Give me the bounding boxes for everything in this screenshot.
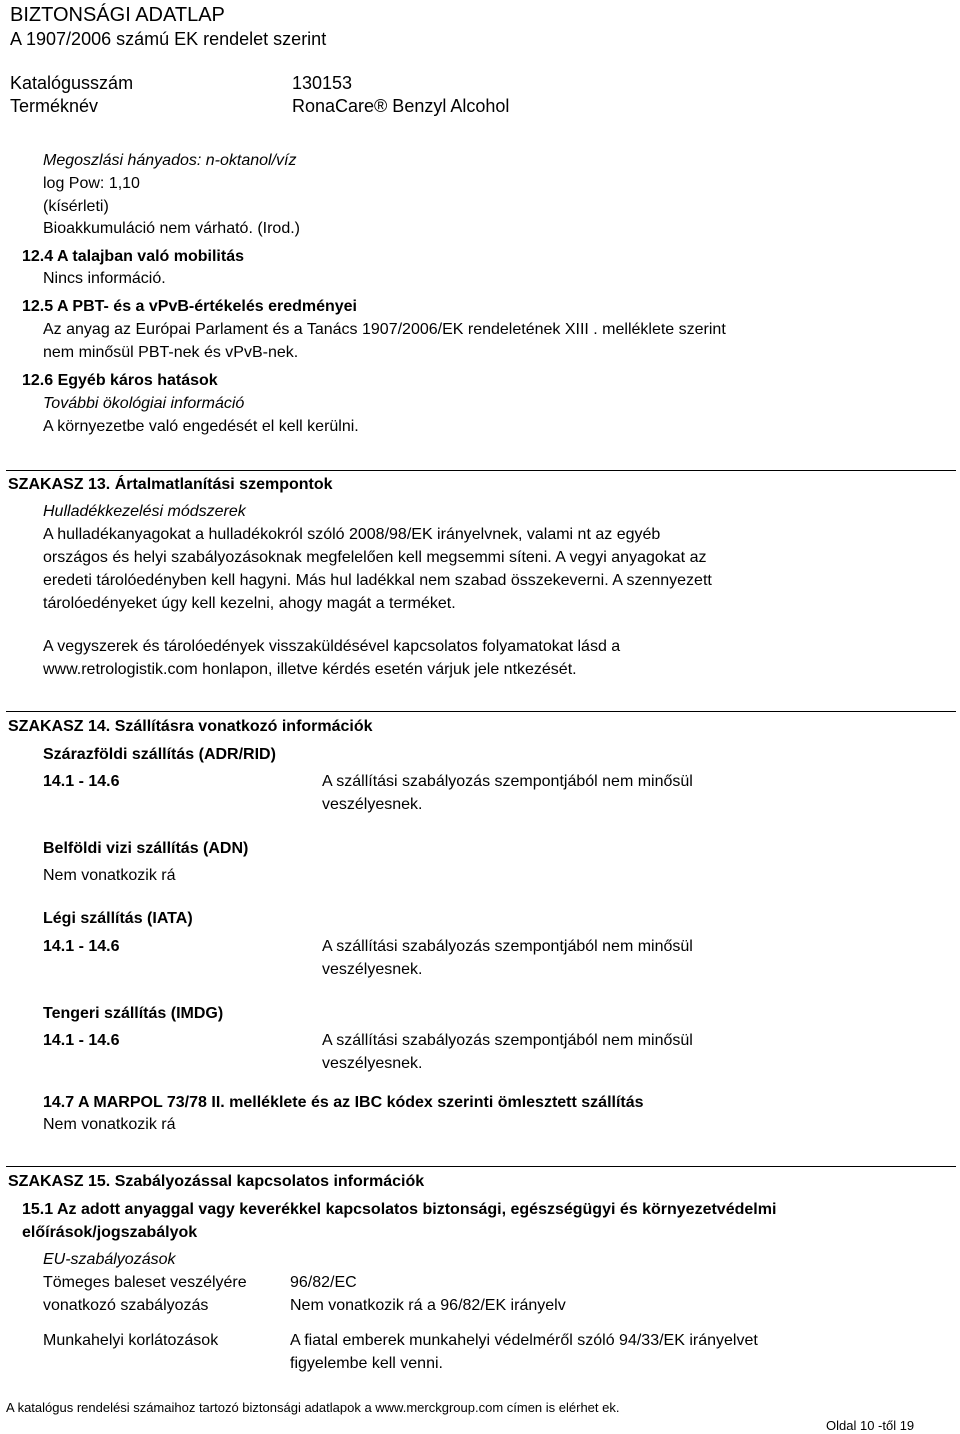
air-range-label: 14.1 - 14.6	[43, 938, 120, 955]
major-accident-label-line-1: Tömeges baleset veszélyére	[43, 1274, 247, 1291]
section-14-heading: SZAKASZ 14. Szállításra vonatkozó információk	[8, 718, 373, 735]
return-text-line-1: A vegyszerek és tárolóedények visszaküldésével kapcsolatos folyamatokat lásd a	[43, 638, 621, 655]
catalog-value: 130153	[292, 73, 353, 93]
occupational-restrictions-value-line-1: A fiatal emberek munkahelyi védelméről szóló 94/33/EK irányelvet	[290, 1332, 758, 1349]
waste-methods-subheading: Hulladékkezelési módszerek	[43, 503, 246, 520]
return-text-line-2: www.retrologistik.com honlapon, illetve kérdés esetén várjuk jele ntkezését.	[43, 661, 577, 678]
major-accident-value-line-1: 96/82/EC	[290, 1274, 357, 1291]
inland-transport-heading: Belföldi vizi szállítás (ADN)	[43, 840, 249, 857]
waste-text-line-3: eredeti tárolóedényben kell hagyni. Más hul ladékkal nem szabad összekeverni. A szennyezett	[43, 572, 712, 589]
product-label: Terméknév	[10, 96, 99, 116]
major-accident-label-line-2: vonatkozó szabályozás	[43, 1297, 209, 1314]
product-value: RonaCare® Benzyl Alcohol	[292, 96, 510, 116]
document-title: BIZTONSÁGI ADATLAP	[10, 4, 225, 26]
road-transport-heading: Szárazföldi szállítás (ADR/RID)	[43, 746, 276, 763]
section-15-heading: SZAKASZ 15. Szabályozással kapcsolatos információk	[8, 1173, 425, 1190]
log-pow-value: log Pow: 1,10	[43, 175, 140, 192]
catalog-label: Katalógusszám	[10, 73, 134, 93]
section-12-4-heading: 12.4 A talajban való mobilitás	[22, 248, 244, 265]
experimental-note: (kísérleti)	[43, 198, 109, 215]
sea-range-label: 14.1 - 14.6	[43, 1032, 120, 1049]
section-12-6-heading: 12.6 Egyéb káros hatások	[22, 372, 218, 389]
section-12-4-text: Nincs információ.	[43, 270, 166, 287]
road-range-label: 14.1 - 14.6	[43, 773, 120, 790]
section-12-5-text-line-1: Az anyag az Európai Parlament és a Tanács 1907/2006/EK rendeletének XIII . melléklete szerint	[43, 321, 726, 338]
sea-transport-heading: Tengeri szállítás (IMDG)	[43, 1005, 224, 1022]
road-classification-line-2: veszélyesnek.	[322, 796, 423, 813]
occupational-restrictions-value-line-2: figyelembe kell venni.	[290, 1355, 443, 1372]
inland-not-applicable: Nem vonatkozik rá	[43, 867, 176, 884]
section-12-6-text: A környezetbe való engedését el kell kerülni.	[43, 418, 359, 435]
page-number: Oldal 10 -től 19	[826, 1418, 915, 1433]
marpol-heading: 14.7 A MARPOL 73/78 II. melléklete és az IBC kódex szerinti ömlesztett szállítás	[43, 1094, 644, 1111]
waste-text-line-1: A hulladékanyagokat a hulladékokról szóló 2008/98/EK irányelvnek, valami nt az egyéb	[43, 526, 661, 543]
bioaccumulation-text: Bioakkumuláció nem várható. (Irod.)	[43, 220, 300, 237]
waste-text-line-4: tárolóedényeket úgy kell kezelni, ahogy magát a terméket.	[43, 595, 456, 612]
section-divider	[6, 470, 956, 471]
air-classification-line-2: veszélyesnek.	[322, 961, 423, 978]
road-classification-line-1: A szállítási szabályozás szempontjából nem minősül	[322, 773, 693, 790]
section-divider	[6, 711, 956, 712]
section-divider	[6, 1166, 956, 1167]
section-15-1-heading-line-2: előírások/jogszabályok	[22, 1224, 198, 1241]
marpol-not-applicable: Nem vonatkozik rá	[43, 1116, 176, 1133]
section-12-5-heading: 12.5 A PBT- és a vPvB-értékelés eredményei	[22, 298, 357, 315]
partition-coefficient-heading: Megoszlási hányados: n-oktanol/víz	[43, 152, 297, 169]
air-transport-heading: Légi szállítás (IATA)	[43, 910, 193, 927]
sea-classification-line-1: A szállítási szabályozás szempontjából nem minősül	[322, 1032, 693, 1049]
section-15-1-heading-line-1: 15.1 Az adott anyaggal vagy keverékkel kapcsolatos biztonsági, egészségügyi és környezetvédelmi	[22, 1201, 777, 1218]
section-12-5-text-line-2: nem minősül PBT-nek és vPvB-nek.	[43, 344, 299, 361]
ecological-info-subheading: További ökológiai információ	[43, 395, 245, 412]
document-subtitle: A 1907/2006 számú EK rendelet szerint	[10, 29, 327, 49]
major-accident-value-line-2: Nem vonatkozik rá a 96/82/EK irányelv	[290, 1297, 566, 1314]
footer-note: A katalógus rendelési számaihoz tartozó biztonsági adatlapok a www.merckgroup.com címen is elérhet ek.	[6, 1400, 620, 1415]
air-classification-line-1: A szállítási szabályozás szempontjából nem minősül	[322, 938, 693, 955]
sea-classification-line-2: veszélyesnek.	[322, 1055, 423, 1072]
section-13-heading: SZAKASZ 13. Ártalmatlanítási szempontok	[8, 476, 333, 493]
waste-text-line-2: országos és helyi szabályozásoknak megfelelően kell megsemmi síteni. A vegyi anyagokat az	[43, 549, 707, 566]
occupational-restrictions-label: Munkahelyi korlátozások	[43, 1332, 219, 1349]
eu-regulations-subheading: EU-szabályozások	[43, 1251, 176, 1268]
